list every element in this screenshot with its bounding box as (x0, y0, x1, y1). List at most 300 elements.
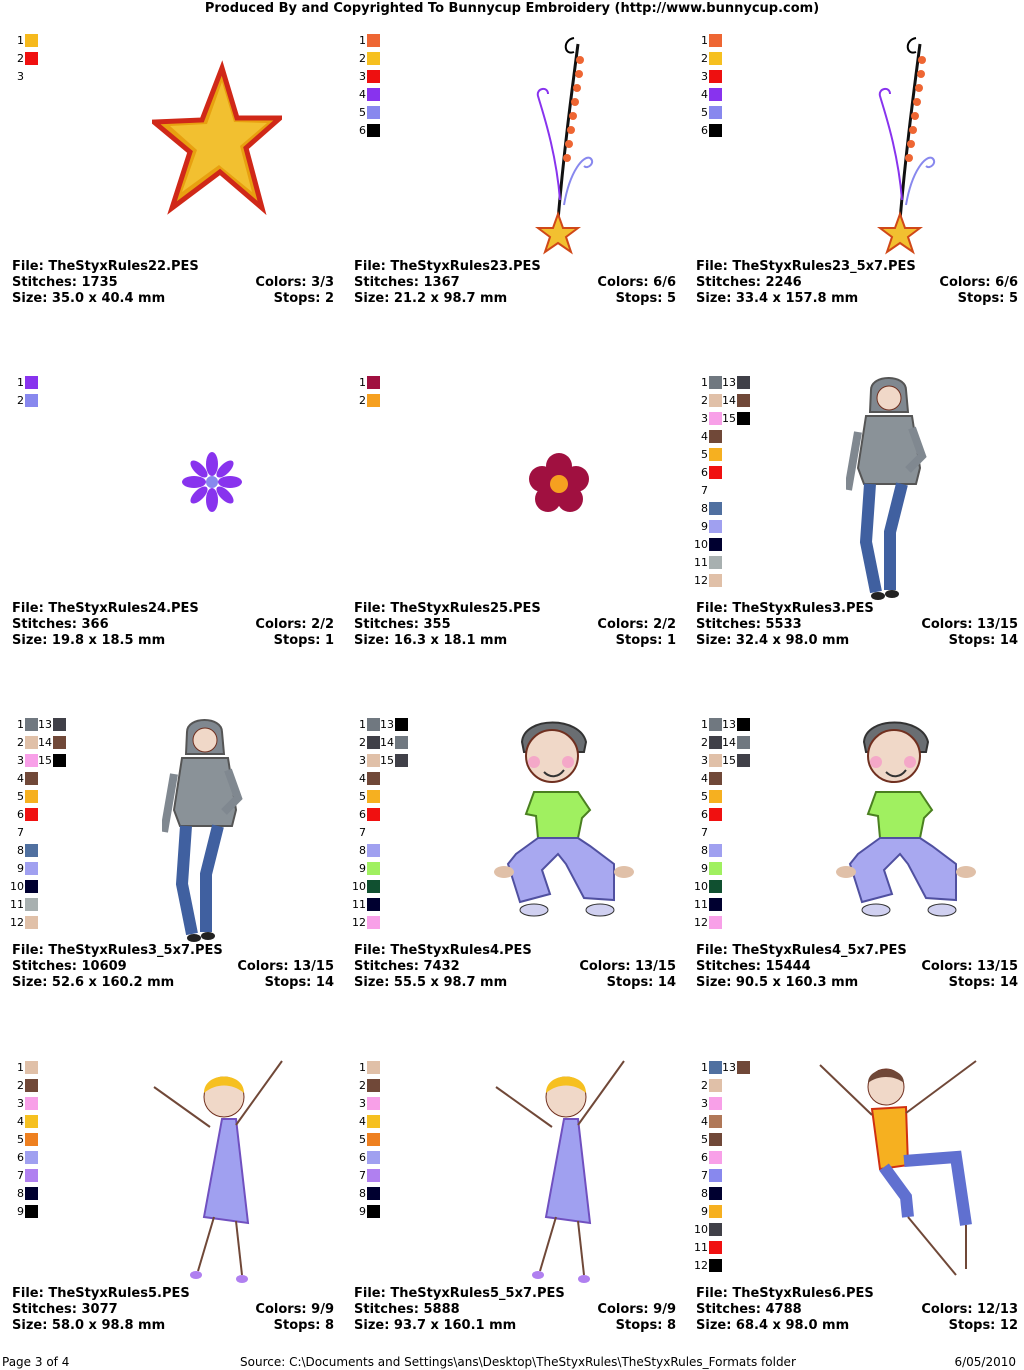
color-swatch-chip (367, 844, 380, 857)
color-swatch-chip (709, 916, 722, 929)
color-swatch-chip (709, 502, 722, 515)
color-swatch (700, 1205, 722, 1221)
color-swatch-number: 1 (17, 1061, 24, 1074)
color-swatch-number: 9 (359, 862, 366, 875)
color-swatch-number: 1 (17, 376, 24, 389)
color-swatch-number: 8 (359, 844, 366, 857)
stitch-count: Stitches: 5533 (696, 617, 802, 632)
color-swatch (352, 916, 380, 932)
stitch-count: Stitches: 2246 (696, 275, 802, 290)
color-swatch (352, 880, 380, 896)
color-swatch (700, 808, 722, 824)
color-swatch (722, 754, 750, 770)
color-swatch-chip (709, 862, 722, 875)
color-count: Colors: 6/6 (939, 275, 1018, 290)
color-swatch (16, 1151, 38, 1167)
color-swatch-number: 14 (722, 394, 736, 407)
color-swatch-chip (25, 52, 38, 65)
color-swatch (700, 1079, 722, 1095)
color-swatch (358, 34, 380, 50)
color-count: Colors: 6/6 (597, 275, 676, 290)
color-swatch-number: 2 (701, 394, 708, 407)
color-swatch-chip (25, 772, 38, 785)
color-swatch (700, 1115, 722, 1131)
color-swatch-number: 1 (359, 34, 366, 47)
design-info (354, 601, 676, 649)
color-swatch-chip (709, 538, 722, 551)
color-swatch-number: 6 (701, 124, 708, 137)
color-swatch-chip (25, 376, 38, 389)
color-swatch-chip (709, 1205, 722, 1218)
color-swatch (700, 34, 722, 50)
color-swatch-chip (709, 1061, 722, 1074)
color-swatch (358, 754, 380, 770)
design-info (12, 601, 334, 649)
color-swatch-chip (709, 448, 722, 461)
design-size: Size: 93.7 x 160.1 mm (354, 1318, 517, 1333)
color-swatch-number: 2 (17, 736, 24, 749)
color-swatch-number: 10 (352, 880, 366, 893)
color-swatch-number: 5 (701, 448, 708, 461)
color-swatch (16, 862, 38, 878)
color-swatch-number: 8 (701, 1187, 708, 1200)
color-swatch-number: 9 (17, 862, 24, 875)
color-swatch-number: 1 (701, 718, 708, 731)
color-swatch (700, 106, 722, 122)
color-count: Colors: 13/15 (921, 617, 1018, 632)
color-swatch-number: 11 (694, 556, 708, 569)
color-swatch (358, 1133, 380, 1149)
color-swatch (358, 70, 380, 86)
color-swatch (358, 844, 380, 860)
stop-count: Stops: 5 (615, 291, 676, 306)
color-swatch (700, 70, 722, 86)
color-swatch (38, 754, 66, 770)
color-swatch-chip (367, 1079, 380, 1092)
design-card (354, 1057, 676, 1357)
stop-count: Stops: 8 (615, 1318, 676, 1333)
color-count: Colors: 13/15 (921, 959, 1018, 974)
color-swatch-number: 5 (701, 1133, 708, 1146)
color-swatch-number: 2 (701, 52, 708, 65)
color-swatch-number: 4 (359, 772, 366, 785)
color-swatch (700, 502, 722, 518)
color-swatch-chip (367, 754, 380, 767)
color-swatch-number: 3 (701, 754, 708, 767)
color-swatch-chip (709, 1187, 722, 1200)
color-swatch (694, 1259, 722, 1275)
color-swatch-chip (709, 790, 722, 803)
stitch-count: Stitches: 3077 (12, 1302, 118, 1317)
color-swatch-number: 3 (701, 412, 708, 425)
design-card (696, 714, 1018, 1014)
sitting-embroidery-image (494, 714, 634, 948)
design-info (354, 1286, 676, 1334)
color-swatch (358, 1187, 380, 1203)
color-swatch (700, 1133, 722, 1149)
color-swatch (694, 916, 722, 932)
design-card (696, 372, 1018, 672)
color-swatch-chip (25, 1133, 38, 1146)
color-swatch-number: 14 (380, 736, 394, 749)
color-swatch-number: 2 (17, 52, 24, 65)
color-swatch-chip (709, 1115, 722, 1128)
color-swatch-number: 10 (694, 1223, 708, 1236)
color-swatch-chip (25, 1079, 38, 1092)
design-card (12, 1057, 334, 1357)
color-swatch (358, 1169, 380, 1185)
file-name: File: TheStyxRules23.PES (354, 259, 541, 274)
color-swatch (10, 880, 38, 896)
design-size: Size: 32.4 x 98.0 mm (696, 633, 850, 648)
color-swatch-chip (367, 718, 380, 731)
color-swatch-number: 4 (359, 1115, 366, 1128)
design-size: Size: 55.5 x 98.7 mm (354, 975, 508, 990)
color-swatch-number: 12 (10, 916, 24, 929)
color-swatch-number: 6 (701, 1151, 708, 1164)
color-swatch (16, 790, 38, 806)
color-swatch-chip (25, 898, 38, 911)
color-swatch-chip (367, 52, 380, 65)
color-swatch (700, 736, 722, 752)
stitch-count: Stitches: 10609 (12, 959, 127, 974)
color-swatch-number: 8 (701, 502, 708, 515)
color-swatch-chip (25, 916, 38, 929)
color-swatch (700, 826, 708, 842)
color-swatch-number: 7 (17, 1169, 24, 1182)
color-swatch-chip (25, 34, 38, 47)
color-swatch-number: 10 (694, 880, 708, 893)
stop-count: Stops: 14 (264, 975, 334, 990)
color-swatch (16, 754, 38, 770)
color-swatch-chip (367, 376, 380, 389)
color-swatch (694, 880, 722, 896)
stitch-count: Stitches: 1367 (354, 275, 460, 290)
color-swatch-number: 8 (17, 844, 24, 857)
color-swatch (16, 52, 38, 68)
color-swatch-chip (25, 880, 38, 893)
color-swatch-number: 6 (701, 808, 708, 821)
jumping-embroidery-image (816, 1057, 986, 1291)
color-swatch (694, 556, 722, 572)
design-size: Size: 68.4 x 98.0 mm (696, 1318, 850, 1333)
color-swatch (352, 898, 380, 914)
color-count: Colors: 12/13 (921, 1302, 1018, 1317)
color-swatch-number: 1 (359, 718, 366, 731)
color-swatch-chip (25, 790, 38, 803)
color-swatch-number: 1 (701, 376, 708, 389)
color-swatch-chip (367, 916, 380, 929)
color-swatch-chip (367, 862, 380, 875)
color-swatch-chip (709, 466, 722, 479)
color-swatch-number: 8 (701, 844, 708, 857)
color-swatch-chip (367, 106, 380, 119)
color-swatch-number: 3 (701, 70, 708, 83)
color-swatch (16, 376, 38, 392)
color-swatch (700, 772, 722, 788)
color-swatch-chip (367, 124, 380, 137)
color-swatch (358, 1115, 380, 1131)
color-swatch-number: 15 (722, 754, 736, 767)
color-swatch (700, 430, 722, 446)
color-swatch-number: 9 (701, 1205, 708, 1218)
star-embroidery-image (152, 60, 282, 224)
color-swatch (358, 52, 380, 68)
design-card (12, 714, 334, 1014)
color-swatch-chip (709, 1169, 722, 1182)
color-swatch (16, 736, 38, 752)
color-swatch-chip (395, 718, 408, 731)
color-swatch-number: 1 (359, 1061, 366, 1074)
color-swatch-number: 1 (701, 1061, 708, 1074)
file-name: File: TheStyxRules22.PES (12, 259, 199, 274)
color-swatch-number: 10 (694, 538, 708, 551)
color-swatch (358, 1151, 380, 1167)
file-name: File: TheStyxRules25.PES (354, 601, 541, 616)
color-swatch-chip (737, 394, 750, 407)
color-swatch (700, 844, 722, 860)
color-swatch-number: 12 (694, 1259, 708, 1272)
color-swatch-chip (709, 844, 722, 857)
stop-count: Stops: 14 (948, 975, 1018, 990)
color-swatch-chip (367, 1187, 380, 1200)
color-swatch-chip (25, 1097, 38, 1110)
color-swatch-number: 6 (701, 466, 708, 479)
color-swatch-chip (25, 808, 38, 821)
color-swatch-chip (367, 772, 380, 785)
design-size: Size: 19.8 x 18.5 mm (12, 633, 166, 648)
color-swatch-chip (709, 736, 722, 749)
color-swatch (38, 736, 66, 752)
color-swatch (722, 376, 750, 392)
color-swatch (694, 1241, 722, 1257)
color-count: Colors: 9/9 (597, 1302, 676, 1317)
color-count: Colors: 13/15 (579, 959, 676, 974)
stitch-count: Stitches: 5888 (354, 1302, 460, 1317)
color-swatch-number: 1 (359, 376, 366, 389)
color-swatch-chip (25, 1061, 38, 1074)
color-swatch-chip (367, 34, 380, 47)
color-swatch-number: 5 (359, 1133, 366, 1146)
color-swatch-number: 8 (359, 1187, 366, 1200)
color-swatch-number: 12 (694, 574, 708, 587)
page-number: Page 3 of 4 (2, 1355, 70, 1369)
color-swatch-number: 6 (359, 124, 366, 137)
color-swatch-chip (709, 88, 722, 101)
color-swatch (358, 718, 380, 734)
design-card (12, 372, 334, 672)
color-swatch (16, 772, 38, 788)
color-swatch (358, 88, 380, 104)
design-card (354, 30, 676, 330)
flower-red-embroidery-image (529, 452, 589, 520)
color-swatch (694, 574, 722, 590)
color-swatch (700, 1061, 722, 1077)
color-swatch (16, 1169, 38, 1185)
color-swatch-number: 3 (701, 1097, 708, 1110)
wand-embroidery-image (534, 30, 604, 264)
color-swatch-number: 1 (701, 34, 708, 47)
color-swatch-chip (709, 1097, 722, 1110)
color-swatch-chip (25, 1169, 38, 1182)
color-swatch-number: 12 (352, 916, 366, 929)
design-card (696, 1057, 1018, 1357)
color-swatch-number: 6 (17, 1151, 24, 1164)
color-swatch-number: 5 (359, 790, 366, 803)
color-swatch-chip (709, 430, 722, 443)
color-count: Colors: 2/2 (597, 617, 676, 632)
color-swatch-number: 6 (359, 1151, 366, 1164)
color-swatch (700, 484, 708, 500)
color-swatch-number: 7 (701, 826, 708, 839)
color-swatch (380, 718, 408, 734)
color-swatch (358, 106, 380, 122)
color-swatch-chip (367, 1151, 380, 1164)
color-swatch (694, 538, 722, 554)
color-swatch-number: 14 (722, 736, 736, 749)
color-swatch (700, 376, 722, 392)
color-swatch-number: 3 (359, 754, 366, 767)
color-swatch-number: 2 (701, 736, 708, 749)
color-swatch (700, 718, 722, 734)
color-swatch-number: 5 (701, 106, 708, 119)
color-swatch-chip (709, 574, 722, 587)
color-swatch-number: 6 (17, 808, 24, 821)
color-swatch (722, 1061, 750, 1077)
flower-purple-embroidery-image (182, 452, 242, 516)
color-swatch (722, 394, 750, 410)
color-swatch-chip (367, 88, 380, 101)
color-swatch-number: 11 (694, 898, 708, 911)
color-count: Colors: 9/9 (255, 1302, 334, 1317)
design-card (354, 372, 676, 672)
design-size: Size: 33.4 x 157.8 mm (696, 291, 859, 306)
color-swatch (358, 862, 380, 878)
color-swatch-number: 7 (359, 826, 366, 839)
design-size: Size: 52.6 x 160.2 mm (12, 975, 175, 990)
color-swatch-number: 13 (38, 718, 52, 731)
print-date: 6/05/2010 (954, 1355, 1016, 1369)
color-swatch (700, 520, 722, 536)
color-swatch (16, 1061, 38, 1077)
stitch-count: Stitches: 355 (354, 617, 451, 632)
color-swatch (700, 1169, 722, 1185)
color-swatch-chip (367, 1061, 380, 1074)
color-swatch-number: 5 (359, 106, 366, 119)
color-swatch (700, 124, 722, 140)
color-swatch-chip (367, 808, 380, 821)
color-swatch-number: 4 (17, 1115, 24, 1128)
page-header: Produced By and Copyrighted To Bunnycup Embroidery (http://www.bunnycup.com) (204, 1, 820, 16)
color-swatch (358, 394, 380, 410)
color-swatch-number: 4 (701, 1115, 708, 1128)
color-swatch-chip (737, 376, 750, 389)
design-size: Size: 58.0 x 98.8 mm (12, 1318, 166, 1333)
color-swatch (700, 790, 722, 806)
design-info (354, 943, 676, 991)
color-swatch-chip (709, 376, 722, 389)
color-swatch (700, 394, 722, 410)
file-name: File: TheStyxRules3.PES (696, 601, 874, 616)
design-info (696, 259, 1018, 307)
stop-count: Stops: 14 (948, 633, 1018, 648)
color-swatch-chip (737, 754, 750, 767)
color-swatch-number: 7 (17, 826, 24, 839)
color-swatch-chip (367, 1097, 380, 1110)
color-swatch-chip (709, 1241, 722, 1254)
hoodie-embroidery-image (846, 372, 936, 606)
stitch-count: Stitches: 7432 (354, 959, 460, 974)
color-swatch-number: 1 (17, 718, 24, 731)
design-info (354, 259, 676, 307)
color-swatch-chip (709, 718, 722, 731)
color-swatch-number: 10 (10, 880, 24, 893)
color-swatch-chip (25, 1151, 38, 1164)
color-swatch-chip (25, 754, 38, 767)
color-swatch-number: 9 (701, 520, 708, 533)
color-swatch (358, 1061, 380, 1077)
color-swatch-number: 15 (38, 754, 52, 767)
girl-embroidery-image (494, 1057, 634, 1291)
color-swatch-number: 11 (694, 1241, 708, 1254)
color-swatch-number: 9 (701, 862, 708, 875)
color-swatch-chip (709, 880, 722, 893)
color-swatch-number: 4 (701, 772, 708, 785)
color-swatch (358, 1079, 380, 1095)
color-swatch (16, 70, 24, 86)
color-swatch-number: 7 (359, 1169, 366, 1182)
color-swatch-number: 14 (38, 736, 52, 749)
color-swatch-chip (709, 124, 722, 137)
stop-count: Stops: 5 (957, 291, 1018, 306)
color-swatch-chip (367, 1115, 380, 1128)
color-swatch-chip (709, 556, 722, 569)
color-swatch-number: 5 (17, 1133, 24, 1146)
color-swatch-number: 2 (359, 394, 366, 407)
color-swatch-chip (367, 1133, 380, 1146)
girl-embroidery-image (152, 1057, 292, 1291)
color-swatch-number: 3 (17, 754, 24, 767)
design-card (354, 714, 676, 1014)
color-swatch-chip (53, 718, 66, 731)
color-swatch (700, 88, 722, 104)
color-swatch-number: 4 (701, 88, 708, 101)
hoodie-embroidery-image (162, 714, 252, 948)
color-swatch-chip (25, 736, 38, 749)
color-swatch-chip (25, 1115, 38, 1128)
color-swatch-number: 6 (359, 808, 366, 821)
design-info (12, 259, 334, 307)
color-swatch-number: 4 (701, 430, 708, 443)
color-swatch-number: 9 (17, 1205, 24, 1218)
file-name: File: TheStyxRules5_5x7.PES (354, 1286, 565, 1301)
stitch-count: Stitches: 366 (12, 617, 109, 632)
file-name: File: TheStyxRules6.PES (696, 1286, 874, 1301)
color-swatch (16, 826, 24, 842)
color-swatch (16, 1187, 38, 1203)
design-size: Size: 16.3 x 18.1 mm (354, 633, 508, 648)
color-swatch-number: 3 (359, 1097, 366, 1110)
color-swatch-chip (709, 1223, 722, 1236)
stop-count: Stops: 1 (615, 633, 676, 648)
color-swatch-chip (737, 718, 750, 731)
design-info (696, 1286, 1018, 1334)
file-name: File: TheStyxRules5.PES (12, 1286, 190, 1301)
color-swatch (10, 898, 38, 914)
stitch-count: Stitches: 1735 (12, 275, 118, 290)
color-swatch-number: 4 (17, 772, 24, 785)
file-name: File: TheStyxRules24.PES (12, 601, 199, 616)
